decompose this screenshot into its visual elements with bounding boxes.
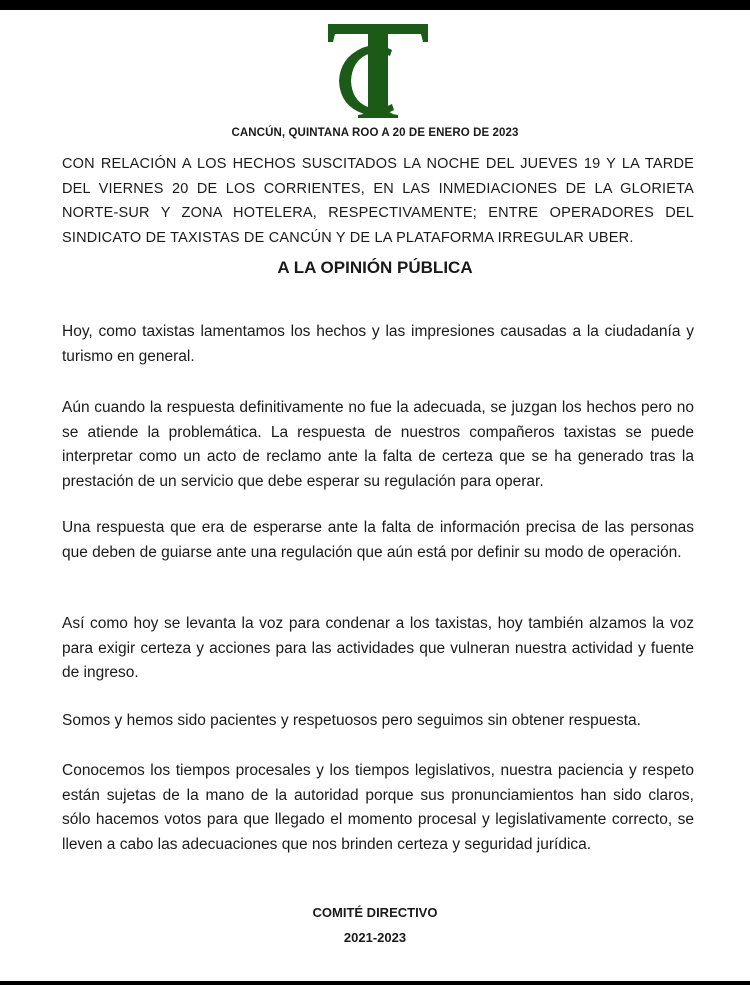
top-border — [0, 0, 750, 10]
signature-period: 2021-2023 — [343, 930, 407, 945]
body-paragraph: Una respuesta que era de esperarse ante la falta de información precisa de las personas que deben de guiarse ante una regulación que aún está por definir su modo de operación. — [62, 519, 694, 561]
body-paragraph: Hoy, como taxistas lamentamos los hechos y las impresiones causadas a la ciudadanía y turismo en general. — [62, 323, 694, 365]
intro-paragraph: CON RELACIÓN A LOS HECHOS SUSCITADOS LA NOCHE DEL JUEVES 19 Y LA TARDE DEL VIERNES 20 DE LOS CORRIENTES, EN LAS INMEDIACIONES DE LA GLORIETA NORTE-SUR Y ZONA HOTELERA, RESPECTIVAMENTE; ENTRE OPERADORES DEL SINDICATO DE TAXISTAS DE CANCÚN Y DE LA PLATAFORMA IRREGULAR UBER. — [62, 156, 694, 246]
bottom-border — [0, 981, 750, 985]
union-logo — [322, 18, 434, 122]
body-paragraph: Conocemos los tiempos procesales y los tiempos legislativos, nuestra paciencia y respeto están sujetas de la mano de la autoridad porque sus pronunciamientos han sido claros, sólo hacemos votos para que llegado el momento procesal y legislativamente correcto, se lleven a cabo las adecuaciones que nos brinden certeza y seguridad jurídica. — [62, 762, 694, 853]
signature-title: COMITÉ DIRECTIVO — [312, 905, 438, 920]
body-paragraph: Somos y hemos sido pacientes y respetuosos pero seguimos sin obtener respuesta. — [62, 712, 641, 729]
body-paragraph: Así como hoy se levanta la voz para condenar a los taxistas, hoy también alzamos la voz para exigir certeza y acciones para las actividades que vulneran nuestra actividad y fuente de ingreso. — [62, 615, 694, 681]
place-date: CANCÚN, QUINTANA ROO A 20 DE ENERO DE 2023 — [231, 127, 519, 139]
body-paragraph: Aún cuando la respuesta definitivamente no fue la adecuada, se juzgan los hechos pero no se atiende la problemática. La respuesta de nuestros compañeros taxistas se puede interpretar como un acto de reclamo ante la falta de certeza que se ha generado tras la prestación de un servicio que debe esperar su regulación para operar. — [62, 399, 694, 490]
document-heading: A LA OPINIÓN PÚBLICA — [277, 258, 473, 277]
